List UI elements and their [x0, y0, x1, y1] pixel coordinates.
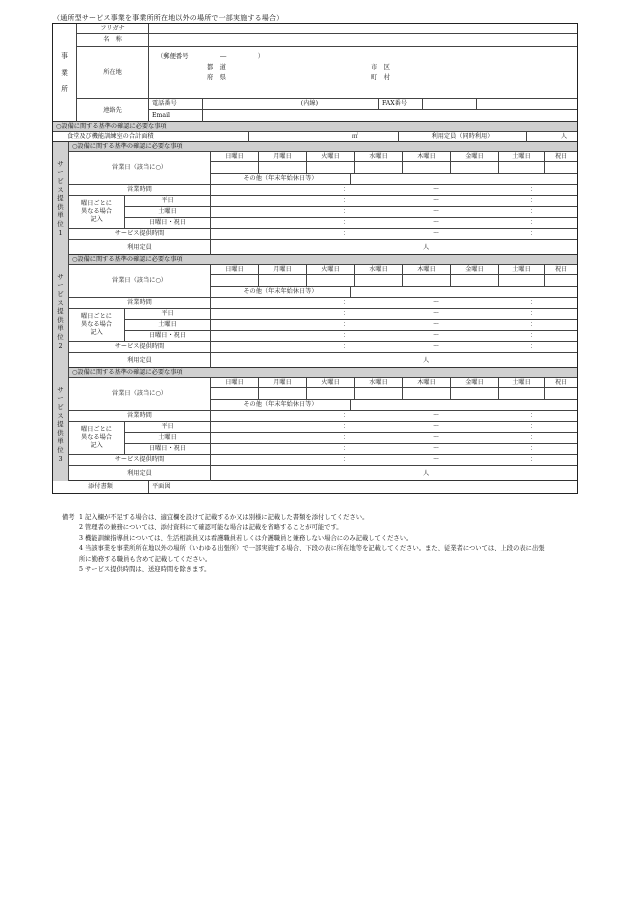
other-holidays-label: その他（年末年始休日等） [211, 287, 351, 298]
weekday-mark-field[interactable] [451, 162, 499, 174]
service-units [53, 142, 577, 481]
business-days-label: 営業日（該当に○） [69, 265, 211, 298]
attachments-section [53, 481, 577, 493]
time-colon: ： [343, 208, 350, 216]
service-unit-side-label [53, 142, 69, 255]
unit-capacity-field[interactable] [211, 466, 577, 481]
weekday-header: 木曜日 [403, 152, 451, 162]
weekday-header: 日曜日 [211, 378, 259, 388]
city-label-top: 市 区 [371, 64, 390, 71]
weekday-mark-field[interactable] [211, 275, 259, 287]
different-by-day-label [69, 196, 125, 229]
time-colon: ： [343, 412, 350, 420]
time-range-tilde: 〜 [433, 208, 440, 216]
weekday-hours-field[interactable] [211, 309, 577, 320]
service-unit-side-char: サ [57, 272, 64, 281]
time-range-tilde: 〜 [433, 434, 440, 442]
service-unit-side-char: 提 [57, 194, 64, 203]
prefecture-label-bottom: 府 県 [207, 74, 226, 81]
time-colon: ： [530, 343, 537, 351]
time-colon: ： [530, 332, 537, 340]
weekday-header: 火曜日 [307, 152, 355, 162]
area-field[interactable] [249, 132, 399, 142]
other-holidays-field[interactable] [351, 174, 577, 185]
time-colon: ： [343, 434, 350, 442]
weekday-header: 月曜日 [259, 265, 307, 275]
weekday-mark-field[interactable] [403, 388, 451, 400]
time-range-tilde: 〜 [433, 321, 440, 329]
name-label: 名 称 [77, 34, 149, 47]
time-range-tilde: 〜 [433, 445, 440, 453]
time-range-tilde: 〜 [433, 310, 440, 318]
weekday-header: 土曜日 [499, 378, 545, 388]
different-by-day-text: 異なる場合 [81, 208, 112, 216]
form-subtitle: （通所型サービス事業を事業所所在地以外の場所で一部実施する場合） [53, 14, 284, 22]
different-by-day-label [69, 422, 125, 455]
service-unit-side-char: 3 [58, 454, 63, 463]
office-side-char: 所 [61, 85, 68, 94]
weekday-header: 金曜日 [451, 152, 499, 162]
service-unit-side-char: 単 [57, 211, 64, 220]
city-label-bottom: 町 村 [371, 74, 390, 81]
service-unit-side-char: 供 [57, 428, 64, 437]
weekday-mark-field[interactable] [499, 388, 545, 400]
service-unit-side-char: 位 [57, 220, 64, 229]
different-by-day-text: 記入 [90, 215, 103, 223]
weekday-mark-field[interactable] [211, 388, 259, 400]
business-hours-label: 営業時間 [69, 185, 211, 196]
weekday-header: 月曜日 [259, 378, 307, 388]
business-days-label: 営業日（該当に○） [69, 152, 211, 185]
weekday-hours-field[interactable] [211, 422, 577, 433]
service-unit-side-char: ス [57, 411, 64, 420]
service-hours-field[interactable] [211, 342, 577, 353]
weekday-mark-field[interactable] [451, 388, 499, 400]
sunday-holiday-hours-field[interactable] [211, 331, 577, 342]
time-colon: ： [530, 219, 537, 227]
weekday-mark-field[interactable] [355, 162, 403, 174]
other-holidays-label: その他（年末年始休日等） [211, 400, 351, 411]
service-unit-side-char: 位 [57, 333, 64, 342]
address-label: 所在地 [77, 47, 149, 99]
attachments-value: 平面図 [152, 483, 171, 491]
weekday-header: 日曜日 [211, 265, 259, 275]
weekday-header: 水曜日 [355, 152, 403, 162]
facility-section [53, 122, 577, 142]
weekday-header: 水曜日 [355, 265, 403, 275]
service-unit-side-char: 供 [57, 202, 64, 211]
area-label: 食堂及び機能訓練室の合計面積 [53, 132, 249, 142]
saturday-label: 土曜日 [125, 320, 211, 331]
time-colon: ： [530, 230, 537, 238]
time-colon: ： [530, 299, 537, 307]
capacity-person-unit: 人 [423, 243, 430, 251]
weekday-header: 火曜日 [307, 265, 355, 275]
weekday-header: 祝日 [545, 152, 577, 162]
prefecture-label-top: 都 道 [207, 64, 226, 71]
time-colon: ： [343, 321, 350, 329]
service-unit-side-char: ー [57, 281, 64, 290]
name-field[interactable] [149, 34, 577, 47]
time-colon: ： [343, 423, 350, 431]
saturday-hours-field[interactable] [211, 207, 577, 218]
weekday-label: 平日 [125, 196, 211, 207]
time-colon: ： [530, 434, 537, 442]
remark-item: 3 機能訓練指導員については、生活相談員又は看護職員若しくは介護職員と兼務しない場合にのみ記載してください。 [79, 534, 413, 542]
time-colon: ： [530, 197, 537, 205]
weekday-header: 祝日 [545, 378, 577, 388]
weekday-mark-field[interactable] [403, 162, 451, 174]
saturday-label: 土曜日 [125, 433, 211, 444]
service-unit-side-char: 単 [57, 324, 64, 333]
postal-code-label: （郵便番号 ― ） [157, 53, 265, 60]
business-hours-field[interactable] [211, 298, 577, 309]
capacity-label: 利用定員（同時利用） [399, 132, 527, 142]
time-range-tilde: 〜 [433, 197, 440, 205]
service-hours-label: サービス提供時間 [69, 455, 211, 466]
unit-capacity-label: 利用定員 [69, 353, 211, 368]
email-label: Email [149, 110, 203, 122]
time-range-tilde: 〜 [433, 186, 440, 194]
weekday-header: 金曜日 [451, 378, 499, 388]
business-hours-field[interactable] [211, 411, 577, 422]
fax-field[interactable] [423, 99, 477, 110]
time-colon: ： [343, 343, 350, 351]
remark-item: 4 当該事業を事業所所在地以外の場所（いわゆる出張所）で一部実施する場合、下段の表に所在地等を記載してください。また、従業者については、上段の表に出張所に勤務する職員も含めて記載してください。 [79, 545, 545, 563]
furigana-field[interactable] [149, 24, 577, 34]
service-unit-side-char: 単 [57, 437, 64, 446]
service-unit-side-char: ビ [57, 176, 64, 185]
remark-item: 5 サービス提供時間は、送迎時間を除きます。 [79, 566, 211, 574]
service-unit-side-char: ビ [57, 289, 64, 298]
weekday-mark-field[interactable] [307, 388, 355, 400]
saturday-label: 土曜日 [125, 207, 211, 218]
time-range-tilde: 〜 [433, 423, 440, 431]
weekday-header: 祝日 [545, 265, 577, 275]
service-unit-side-label [53, 255, 69, 368]
service-unit-side-char: 提 [57, 420, 64, 429]
capacity-person-unit: 人 [423, 356, 430, 364]
weekday-label: 平日 [125, 422, 211, 433]
sunday-holiday-label: 日曜日・祝日 [125, 218, 211, 229]
different-by-day-text: 曜日ごとに [81, 313, 112, 321]
capacity-field[interactable] [527, 132, 577, 142]
service-unit-3 [53, 368, 577, 481]
office-section [53, 24, 577, 122]
weekday-mark-field[interactable] [499, 275, 545, 287]
weekday-mark-field[interactable] [355, 388, 403, 400]
weekday-mark-field[interactable] [499, 162, 545, 174]
time-colon: ： [530, 321, 537, 329]
service-unit-side-char: ス [57, 185, 64, 194]
service-hours-label: サービス提供時間 [69, 229, 211, 240]
service-unit-side-char: ス [57, 298, 64, 307]
service-unit-1 [53, 142, 577, 255]
unit-section-header: ○設備に関する基準の確認に必要な事項 [69, 255, 577, 265]
weekday-header: 火曜日 [307, 378, 355, 388]
different-by-day-label [69, 309, 125, 342]
application-form-table [52, 23, 578, 494]
service-unit-side-label [53, 368, 69, 481]
remarks [62, 513, 549, 575]
phone-label: 電話番号 [149, 99, 203, 110]
different-by-day-text: 記入 [90, 328, 103, 336]
service-unit-side-char: 位 [57, 446, 64, 455]
saturday-hours-field[interactable] [211, 320, 577, 331]
weekday-mark-field[interactable] [545, 162, 577, 174]
unit-capacity-label: 利用定員 [69, 466, 211, 481]
different-by-day-text: 異なる場合 [81, 434, 112, 442]
time-colon: ： [343, 456, 350, 464]
unit-capacity-field[interactable] [211, 240, 577, 255]
office-side-label [53, 24, 77, 122]
service-unit-2 [53, 255, 577, 368]
sunday-holiday-hours-field[interactable] [211, 218, 577, 229]
other-holidays-field[interactable] [351, 287, 577, 298]
time-colon: ： [530, 186, 537, 194]
time-range-tilde: 〜 [433, 412, 440, 420]
unit-section-header: ○設備に関する基準の確認に必要な事項 [69, 142, 577, 152]
weekday-mark-field[interactable] [545, 275, 577, 287]
service-hours-field[interactable] [211, 455, 577, 466]
time-range-tilde: 〜 [433, 219, 440, 227]
time-colon: ： [343, 186, 350, 194]
different-by-day-text: 曜日ごとに [81, 426, 112, 434]
time-range-tilde: 〜 [433, 299, 440, 307]
service-unit-side-char: ビ [57, 402, 64, 411]
capacity-person-unit: 人 [423, 469, 430, 477]
time-colon: ： [530, 423, 537, 431]
time-colon: ： [530, 445, 537, 453]
sunday-holiday-hours-field[interactable] [211, 444, 577, 455]
weekday-header: 木曜日 [403, 265, 451, 275]
weekday-mark-field[interactable] [403, 275, 451, 287]
phone-field[interactable] [203, 99, 379, 110]
saturday-hours-field[interactable] [211, 433, 577, 444]
service-hours-label: サービス提供時間 [69, 342, 211, 353]
area-unit: ㎡ [351, 133, 358, 141]
weekday-mark-field[interactable] [451, 275, 499, 287]
business-hours-field[interactable] [211, 185, 577, 196]
weekday-label: 平日 [125, 309, 211, 320]
service-unit-side-char: 1 [58, 228, 63, 237]
remark-item: 2 管理者の兼務については、添付資料にて確認可能な場合は記載を省略することが可能です。 [79, 524, 343, 532]
business-hours-label: 営業時間 [69, 298, 211, 309]
weekday-mark-field[interactable] [307, 162, 355, 174]
unit-capacity-field[interactable] [211, 353, 577, 368]
time-colon: ： [343, 310, 350, 318]
time-colon: ： [343, 445, 350, 453]
weekday-mark-field[interactable] [545, 388, 577, 400]
time-colon: ： [530, 208, 537, 216]
weekday-header: 木曜日 [403, 378, 451, 388]
email-field[interactable] [203, 110, 577, 122]
weekday-header: 月曜日 [259, 152, 307, 162]
time-colon: ： [530, 310, 537, 318]
sunday-holiday-label: 日曜日・祝日 [125, 444, 211, 455]
sunday-holiday-label: 日曜日・祝日 [125, 331, 211, 342]
weekday-mark-field[interactable] [259, 162, 307, 174]
extension-label: (内線) [300, 100, 318, 108]
business-hours-label: 営業時間 [69, 411, 211, 422]
facility-section-header: ○設備に関する基準の確認に必要な事項 [53, 122, 577, 132]
service-unit-side-char: サ [57, 159, 64, 168]
service-unit-side-char: 供 [57, 315, 64, 324]
unit-capacity-label: 利用定員 [69, 240, 211, 255]
fax-label: FAX番号 [379, 99, 423, 110]
different-by-day-text: 記入 [90, 441, 103, 449]
weekday-header: 日曜日 [211, 152, 259, 162]
weekday-header: 土曜日 [499, 152, 545, 162]
weekday-mark-field[interactable] [211, 162, 259, 174]
service-hours-field[interactable] [211, 229, 577, 240]
time-colon: ： [343, 299, 350, 307]
furigana-label: フリガナ [77, 24, 149, 34]
remarks-list [79, 513, 549, 575]
weekday-mark-field[interactable] [355, 275, 403, 287]
business-days-label: 営業日（該当に○） [69, 378, 211, 411]
remarks-heading: 備考 [62, 514, 75, 521]
service-unit-side-char: サ [57, 385, 64, 394]
time-colon: ： [343, 332, 350, 340]
office-side-char: 業 [61, 68, 68, 77]
service-unit-side-char: 提 [57, 307, 64, 316]
contact-label: 連絡先 [77, 99, 149, 122]
time-colon: ： [343, 219, 350, 227]
weekday-header: 水曜日 [355, 378, 403, 388]
time-colon: ： [343, 230, 350, 238]
service-unit-side-char: ー [57, 168, 64, 177]
time-colon: ： [530, 456, 537, 464]
different-by-day-text: 異なる場合 [81, 321, 112, 329]
weekday-hours-field[interactable] [211, 196, 577, 207]
capacity-unit: 人 [560, 133, 567, 141]
weekday-mark-field[interactable] [307, 275, 355, 287]
fax-extra [477, 99, 577, 110]
weekday-mark-field[interactable] [259, 275, 307, 287]
unit-section-header: ○設備に関する基準の確認に必要な事項 [69, 368, 577, 378]
time-colon: ： [530, 412, 537, 420]
time-range-tilde: 〜 [433, 332, 440, 340]
remark-item: 1 記入欄が不足する場合は、適宜欄を設けて記載するか又は別様に記載した書類を添付してください。 [79, 514, 369, 521]
weekday-header: 金曜日 [451, 265, 499, 275]
other-holidays-field[interactable] [351, 400, 577, 411]
time-range-tilde: 〜 [433, 230, 440, 238]
office-side-char: 事 [61, 51, 68, 60]
time-range-tilde: 〜 [433, 456, 440, 464]
weekday-mark-field[interactable] [259, 388, 307, 400]
attachments-label: 添付書類 [53, 481, 149, 493]
service-unit-side-char: 2 [58, 341, 63, 350]
time-colon: ： [343, 197, 350, 205]
time-range-tilde: 〜 [433, 343, 440, 351]
weekday-header: 土曜日 [499, 265, 545, 275]
different-by-day-text: 曜日ごとに [81, 200, 112, 208]
service-unit-side-char: ー [57, 394, 64, 403]
other-holidays-label: その他（年末年始休日等） [211, 174, 351, 185]
